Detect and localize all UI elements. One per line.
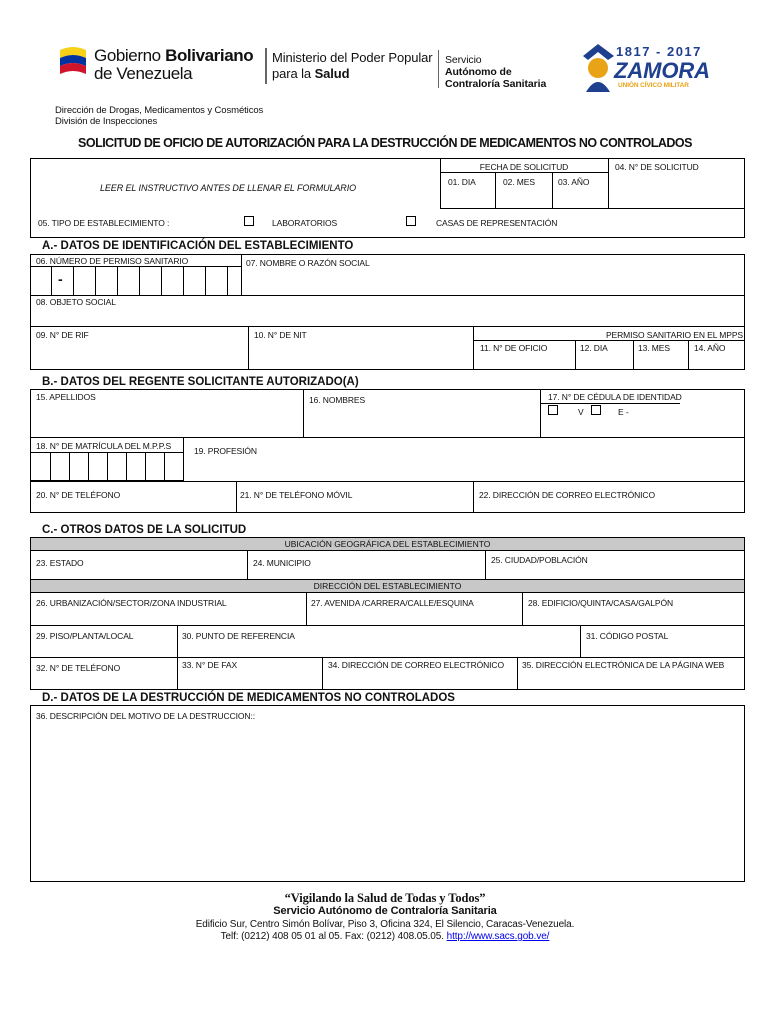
dept-line2: División de Inspecciones xyxy=(55,116,158,127)
zamora-emblem-icon xyxy=(578,42,618,94)
footer-link[interactable]: http://www.sacs.gob.ve/ xyxy=(446,931,550,942)
dept-line1: Dirección de Drogas, Medicamentos y Cosméticos xyxy=(55,105,264,116)
f16-label[interactable]: 16. NOMBRES xyxy=(309,395,366,405)
f24-label[interactable]: 24. MUNICIPIO xyxy=(253,558,311,568)
cedula-e-checkbox[interactable] xyxy=(591,405,601,415)
f18-label: 18. N° DE MATRÍCULA DEL M.P.P.S xyxy=(36,441,172,451)
f33-label[interactable]: 33. N° DE FAX xyxy=(182,660,238,670)
f07-label[interactable]: 07. NOMBRE O RAZÓN SOCIAL xyxy=(246,258,370,268)
c-sep1 xyxy=(247,551,248,579)
f28-label[interactable]: 28. EDIFICIO/QUINTA/CASA/GALPÓN xyxy=(528,598,674,608)
venezuela-flag-icon xyxy=(58,46,88,80)
cedula-v-checkbox[interactable] xyxy=(548,405,558,415)
sacs-line1: Servicio xyxy=(445,54,482,66)
fecha-sep3 xyxy=(608,158,609,208)
f30-label[interactable]: 30. PUNTO DE REFERENCIA xyxy=(182,631,295,641)
instructivo-note: LEER EL INSTRUCTIVO ANTES DE LLENAR EL FORMULARIO xyxy=(100,183,356,193)
a-sep3 xyxy=(575,340,576,370)
c-sep2 xyxy=(485,551,486,579)
permiso-dash: - xyxy=(58,271,63,287)
f32-label[interactable]: 32. N° DE TELÉFONO xyxy=(36,663,121,673)
sacs-line3: Contraloría Sanitaria xyxy=(445,78,547,90)
fecha-bottom xyxy=(440,208,745,209)
f15-label[interactable]: 15. APELLIDOS xyxy=(36,392,96,402)
footer-org: Servicio Autónomo de Contraloría Sanitaria xyxy=(273,905,497,917)
footer-contact xyxy=(0,931,770,942)
f20-label[interactable]: 20. N° DE TELÉFONO xyxy=(36,490,121,500)
zamora-logo xyxy=(578,42,710,98)
sacs-line2: Autónomo de xyxy=(445,66,512,78)
c-sep3 xyxy=(306,593,307,625)
fecha-sep2 xyxy=(552,172,553,208)
f29-label[interactable]: 29. PISO/PLANTA/LOCAL xyxy=(36,631,134,641)
b-sep2 xyxy=(540,389,541,437)
f08-label[interactable]: 08. OBJETO SOCIAL xyxy=(36,297,116,307)
fecha-sep1 xyxy=(495,172,496,208)
direccion-band: DIRECCIÓN DEL ESTABLECIMIENTO xyxy=(30,579,745,593)
f09-label[interactable]: 09. N° DE RIF xyxy=(36,330,89,340)
footer-address: Edificio Sur, Centro Simón Bolívar, Piso 3, Oficina 324, El Silencio, Caracas-Venezuela. xyxy=(195,919,575,930)
a-sep4 xyxy=(633,340,634,370)
c-sep8 xyxy=(517,657,518,690)
f34-label[interactable]: 34. DIRECCIÓN DE CORREO ELECTRÓNICO xyxy=(328,660,504,670)
form-title: SOLICITUD DE OFICIO DE AUTORIZACIÓN PARA LA DESTRUCCIÓN DE MEDICAMENTOS NO CONTROLADOS xyxy=(78,136,692,150)
f17-label: 17. N° DE CÉDULA DE IDENTIDAD xyxy=(548,392,682,402)
ubicacion-band: UBICACIÓN GEOGRÁFICA DEL ESTABLECIMIENTO xyxy=(30,537,745,551)
fecha-label: FECHA DE SOLICITUD xyxy=(479,162,569,172)
gov-line1: Gobierno Bolivariano xyxy=(94,46,254,65)
casas-checkbox[interactable] xyxy=(406,216,416,226)
header-divider xyxy=(265,48,267,84)
section-c-title: C.- OTROS DATOS DE LA SOLICITUD xyxy=(42,524,247,536)
laboratorios-checkbox[interactable] xyxy=(244,216,254,226)
anio-label: 03. AÑO xyxy=(558,177,590,187)
gobierno-logo xyxy=(58,44,263,84)
permiso-mpps-label: PERMISO SANITARIO EN EL MPPS xyxy=(605,330,743,340)
e-label: E - xyxy=(618,407,629,417)
f21-label[interactable]: 21. N° DE TELÉFONO MÓVIL xyxy=(240,490,353,500)
num-solicitud-label: 04. N° DE SOLICITUD xyxy=(615,162,699,172)
fecha-line xyxy=(440,172,608,173)
f12-label[interactable]: 12. DIA xyxy=(580,343,608,353)
b-line-cedula xyxy=(540,403,680,404)
f11-label[interactable]: 11. N° DE OFICIO xyxy=(480,343,548,353)
zamora-years: 1817 - 2017 xyxy=(616,44,702,59)
f14-label[interactable]: 14. AÑO xyxy=(694,343,726,353)
sacs-logo xyxy=(445,54,565,92)
section-b-title: B.- DATOS DEL REGENTE SOLICITANTE AUTORIZADO(A) xyxy=(42,376,359,388)
c-sep7 xyxy=(322,657,323,690)
c-sep6 xyxy=(580,625,581,657)
f31-label[interactable]: 31. CÓDIGO POSTAL xyxy=(586,631,669,641)
header-divider-2 xyxy=(438,50,439,88)
f10-label[interactable]: 10. N° DE NIT xyxy=(254,330,307,340)
f36-label: 36. DESCRIPCIÓN DEL MOTIVO DE LA DESTRUCCION:: xyxy=(36,711,255,721)
c-sep4 xyxy=(522,593,523,625)
mes-label: 02. MES xyxy=(503,177,535,187)
section-d[interactable] xyxy=(30,705,745,882)
zamora-subtitle: UNIÓN CÍVICO MILITAR xyxy=(618,82,689,89)
section-a-title: A.- DATOS DE IDENTIFICACIÓN DEL ESTABLECIMIENTO xyxy=(42,240,354,252)
footer-tel: Telf: (0212) 408 05 01 al 05. Fax: (0212) 408.05.05. xyxy=(220,931,444,942)
f23-label[interactable]: 23. ESTADO xyxy=(36,558,84,568)
f35-label[interactable]: 35. DIRECCIÓN ELECTRÓNICA DE LA PÁGINA WEB xyxy=(522,660,725,670)
f26-label[interactable]: 26. URBANIZACIÓN/SECTOR/ZONA INDUSTRIAL xyxy=(36,598,227,608)
f19-label[interactable]: 19. PROFESIÓN xyxy=(194,446,257,456)
b-sep1 xyxy=(303,389,304,437)
f25-label[interactable]: 25. CIUDAD/POBLACIÓN xyxy=(491,555,588,565)
ministerio-line1: Ministerio del Poder Popular xyxy=(272,50,433,65)
a-line2 xyxy=(30,326,745,327)
tipo-label: 05. TIPO DE ESTABLECIMIENTO : xyxy=(38,218,170,228)
footer-motto: “Vigilando la Salud de Todas y Todos” xyxy=(284,891,486,905)
gov-line2: de Venezuela xyxy=(94,64,193,83)
ministerio-logo xyxy=(272,50,432,86)
a-line1 xyxy=(30,295,745,296)
a-sep5 xyxy=(688,340,689,370)
b-sep3 xyxy=(236,481,237,513)
f27-label[interactable]: 27. AVENIDA /CARRERA/CALLE/ESQUINA xyxy=(311,598,474,608)
laboratorios-label: LABORATORIOS xyxy=(272,218,338,228)
b-sep4 xyxy=(473,481,474,513)
f06-label: 06. NÚMERO DE PERMISO SANITARIO xyxy=(36,256,189,266)
section-d-title: D.- DATOS DE LA DESTRUCCIÓN DE MEDICAMENTOS NO CONTROLADOS xyxy=(42,692,455,704)
a-line3 xyxy=(473,340,745,341)
f13-label[interactable]: 13. MES xyxy=(638,343,670,353)
c-line1 xyxy=(30,625,745,626)
dia-label: 01. DIA xyxy=(448,177,476,187)
ministerio-line2: para la Salud xyxy=(272,66,350,81)
zamora-name: ZAMORA xyxy=(614,58,710,83)
a-sep1 xyxy=(248,326,249,370)
c-line2 xyxy=(30,657,745,658)
v-label: V xyxy=(578,407,584,417)
b-line2 xyxy=(30,481,745,482)
f22-label[interactable]: 22. DIRECCIÓN DE CORREO ELECTRÓNICO xyxy=(479,490,655,500)
casas-label: CASAS DE REPRESENTACIÓN xyxy=(436,218,558,228)
